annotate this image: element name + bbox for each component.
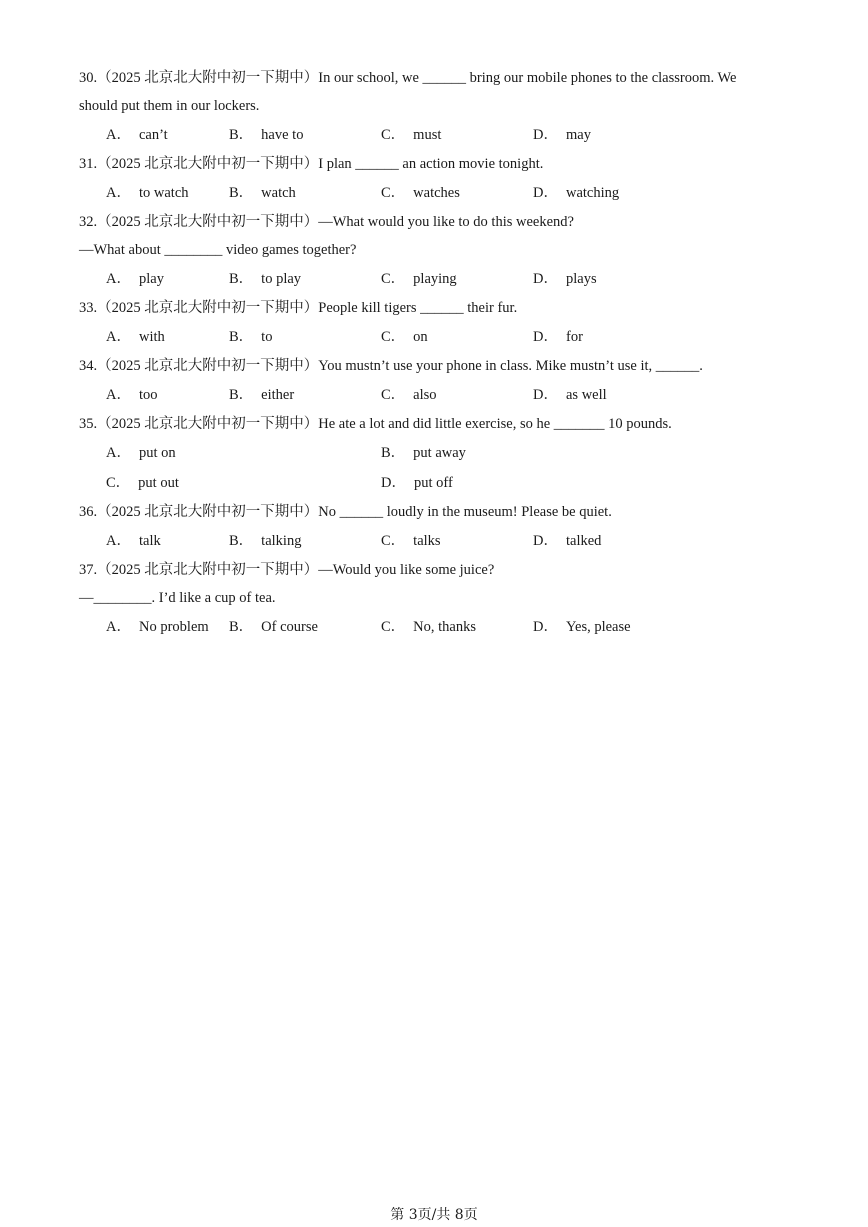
options-row (106, 322, 799, 352)
option-text: to watch (138, 185, 189, 201)
question-number: 33. (79, 300, 98, 316)
question-source: （2025 北京北大附中初一下期中） (97, 562, 319, 578)
question-source: （2025 北京北大附中初一下期中） (97, 214, 319, 230)
option-b[interactable] (229, 612, 318, 642)
option-letter: C． (381, 619, 406, 635)
question-text: He ate a lot and did little exercise, so he _______ 10 pounds. (318, 416, 672, 432)
option-b[interactable] (229, 120, 303, 150)
question-list (79, 64, 799, 642)
option-c[interactable] (381, 178, 460, 208)
option-letter: D． (533, 619, 558, 635)
question-stem (79, 556, 799, 584)
option-a[interactable] (106, 322, 165, 352)
question-31 (79, 150, 799, 208)
options-row (106, 612, 799, 642)
option-c[interactable] (381, 612, 476, 642)
option-c[interactable] (381, 264, 457, 294)
option-letter: B． (229, 185, 254, 201)
options-row (106, 264, 799, 294)
question-text: No ______ loudly in the museum! Please be quiet. (318, 504, 612, 520)
question-33 (79, 294, 799, 352)
option-d[interactable] (533, 380, 607, 410)
question-source: （2025 北京北大附中初一下期中） (97, 300, 319, 316)
option-text: for (565, 329, 583, 345)
question-35 (79, 410, 799, 498)
option-a[interactable] (106, 264, 164, 294)
question-number: 32. (79, 214, 98, 230)
question-stem (79, 150, 799, 178)
option-letter: C． (381, 185, 406, 201)
option-letter: B． (381, 445, 406, 461)
option-letter: B． (229, 387, 254, 403)
option-a[interactable] (106, 380, 158, 410)
option-letter: C． (381, 127, 406, 143)
question-text: You mustn’t use your phone in class. Mike mustn’t use it, ______. (318, 358, 703, 374)
option-text: talking (261, 533, 302, 549)
page-footer (0, 1204, 868, 1224)
question-number: 37. (79, 562, 98, 578)
option-d[interactable] (533, 526, 601, 556)
option-d[interactable] (533, 322, 583, 352)
option-text: either (261, 387, 295, 403)
question-source: （2025 北京北大附中初一下期中） (97, 70, 319, 86)
option-text: to (261, 329, 273, 345)
question-stem (79, 294, 799, 322)
question-continuation: —What about ________ video games together? (79, 242, 357, 258)
option-d[interactable] (533, 178, 619, 208)
question-source: （2025 北京北大附中初一下期中） (97, 156, 319, 172)
option-text: too (138, 387, 158, 403)
option-letter: A． (106, 619, 131, 635)
question-text: People kill tigers ______ their fur. (318, 300, 518, 316)
question-number: 34. (79, 358, 98, 374)
option-c[interactable] (381, 322, 428, 352)
question-continuation: —________. I’d like a cup of tea. (79, 590, 276, 606)
question-text: —Would you like some juice? (318, 562, 495, 578)
option-text: put out (138, 475, 179, 491)
option-text: watching (565, 185, 620, 201)
option-c[interactable] (381, 526, 441, 556)
option-text: put off (413, 475, 453, 491)
option-letter: D． (533, 127, 558, 143)
option-letter: D． (381, 475, 406, 491)
option-text: on (413, 329, 428, 345)
option-a[interactable] (106, 178, 189, 208)
option-letter: A． (106, 387, 131, 403)
question-source: （2025 北京北大附中初一下期中） (97, 358, 319, 374)
option-text: play (138, 271, 164, 287)
option-letter: A． (106, 185, 131, 201)
option-text: as well (565, 387, 607, 403)
option-d[interactable] (381, 468, 453, 498)
question-stem (79, 208, 799, 236)
option-a[interactable] (106, 120, 168, 150)
option-text: watch (261, 185, 296, 201)
option-letter: A． (106, 445, 131, 461)
option-text: playing (413, 271, 457, 287)
option-text: No, thanks (413, 619, 477, 635)
question-continuation: should put them in our lockers. (79, 98, 260, 114)
option-text: have to (261, 127, 304, 143)
option-letter: B． (229, 329, 254, 345)
option-letter: A． (106, 127, 131, 143)
option-d[interactable] (533, 264, 597, 294)
option-d[interactable] (533, 612, 631, 642)
option-a[interactable] (106, 612, 209, 642)
option-text: talks (413, 533, 441, 549)
options-row (106, 380, 799, 410)
option-text: put away (413, 445, 466, 461)
question-number: 35. (79, 416, 98, 432)
option-text: to play (261, 271, 302, 287)
option-a[interactable] (106, 438, 176, 468)
question-source: （2025 北京北大附中初一下期中） (97, 416, 319, 432)
option-a[interactable] (106, 526, 161, 556)
option-d[interactable] (533, 120, 591, 150)
options-row (106, 178, 799, 208)
page-number: 第 3页/共 8页 (390, 1207, 478, 1223)
question-stem (79, 352, 799, 380)
question-stem (79, 498, 799, 526)
question-text: In our school, we ______ bring our mobile phones to the classroom. We (318, 70, 737, 86)
question-36 (79, 498, 799, 556)
option-text: also (413, 387, 437, 403)
option-b[interactable] (229, 322, 272, 352)
question-text: I plan ______ an action movie tonight. (318, 156, 544, 172)
question-source: （2025 北京北大附中初一下期中） (97, 504, 319, 520)
question-34 (79, 352, 799, 410)
options-row (106, 120, 799, 150)
option-text: may (565, 127, 591, 143)
option-letter: B． (229, 619, 254, 635)
option-text: Yes, please (565, 619, 631, 635)
option-letter: D． (533, 533, 558, 549)
question-text: —What would you like to do this weekend? (318, 214, 574, 230)
option-b[interactable] (229, 178, 296, 208)
option-text: Of course (261, 619, 318, 635)
question-number: 30. (79, 70, 98, 86)
option-letter: D． (533, 387, 558, 403)
option-c[interactable] (106, 468, 179, 498)
question-number: 31. (79, 156, 98, 172)
option-letter: B． (229, 271, 254, 287)
option-text: must (413, 127, 442, 143)
option-letter: C． (106, 475, 131, 491)
option-letter: B． (229, 127, 254, 143)
options-row (106, 468, 799, 498)
question-32 (79, 208, 799, 294)
option-text: plays (565, 271, 597, 287)
option-text: talked (565, 533, 602, 549)
options-row (106, 526, 799, 556)
option-b[interactable] (229, 526, 301, 556)
option-letter: D． (533, 185, 558, 201)
option-b[interactable] (381, 438, 466, 468)
option-c[interactable] (381, 120, 441, 150)
question-stem (79, 64, 799, 92)
option-b[interactable] (229, 264, 301, 294)
option-letter: C． (381, 329, 406, 345)
option-letter: D． (533, 271, 558, 287)
option-text: with (138, 329, 165, 345)
option-letter: C． (381, 387, 406, 403)
option-text: talk (138, 533, 161, 549)
question-30 (79, 64, 799, 150)
option-text: put on (138, 445, 176, 461)
question-37 (79, 556, 799, 642)
option-b[interactable] (229, 380, 294, 410)
option-text: can’t (138, 127, 168, 143)
option-text: No problem (138, 619, 209, 635)
option-letter: A． (106, 533, 131, 549)
question-number: 36. (79, 504, 98, 520)
option-c[interactable] (381, 380, 437, 410)
option-text: watches (413, 185, 460, 201)
option-letter: D． (533, 329, 558, 345)
options-row (106, 438, 799, 468)
option-letter: C． (381, 533, 406, 549)
question-stem (79, 410, 799, 438)
option-letter: A． (106, 271, 131, 287)
option-letter: C． (381, 271, 406, 287)
option-letter: A． (106, 329, 131, 345)
option-letter: B． (229, 533, 254, 549)
